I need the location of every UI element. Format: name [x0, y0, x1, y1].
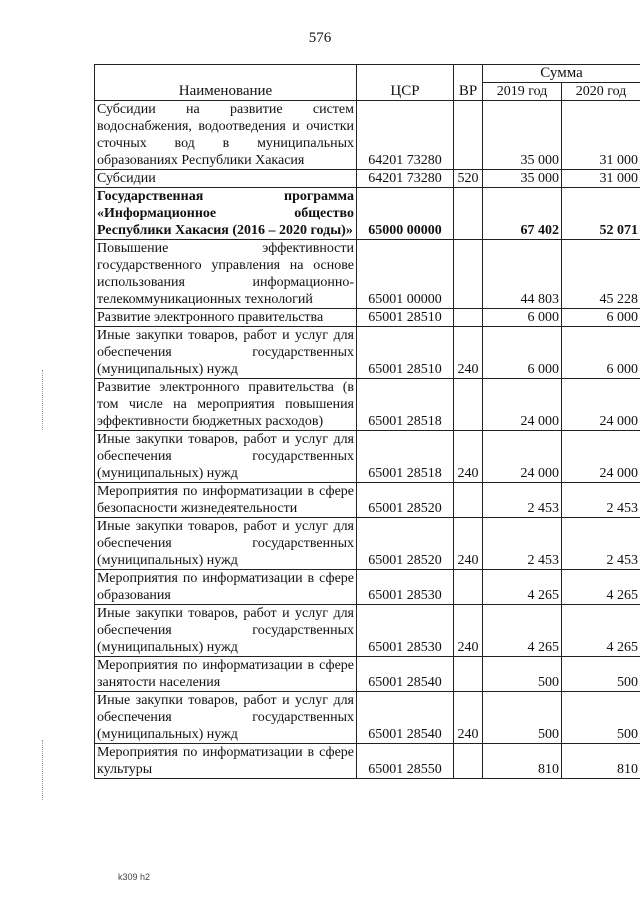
row-name: Иные закупки товаров, работ и услуг для обеспечения государственных (муниципальных) нужд: [95, 327, 357, 379]
row-vr: [454, 570, 483, 605]
table-row: [95, 170, 640, 188]
table-row: [95, 605, 640, 657]
row-amount-2019: 810: [483, 744, 562, 779]
table-row: [95, 744, 640, 779]
row-amount-2020: 52 071: [562, 188, 640, 240]
row-amount-2019: 44 803: [483, 240, 562, 309]
row-vr: [454, 101, 483, 170]
row-amount-2020: 500: [562, 692, 640, 744]
row-name: Развитие электронного правительства: [95, 309, 357, 327]
table-row: [95, 431, 640, 483]
row-amount-2020: 2 453: [562, 518, 640, 570]
row-amount-2019: 2 453: [483, 518, 562, 570]
table-row: [95, 518, 640, 570]
table-body: [95, 101, 640, 779]
footer-code: k309 h2: [118, 872, 151, 882]
row-vr: 240: [454, 327, 483, 379]
row-amount-2019: 24 000: [483, 379, 562, 431]
row-amount-2020: 24 000: [562, 431, 640, 483]
row-amount-2019: 6 000: [483, 327, 562, 379]
row-amount-2020: 24 000: [562, 379, 640, 431]
row-csr: 65001 28510: [357, 327, 454, 379]
row-vr: 240: [454, 431, 483, 483]
table-row: [95, 483, 640, 518]
row-csr: 64201 73280: [357, 170, 454, 188]
table-row: [95, 101, 640, 170]
table-row: [95, 657, 640, 692]
row-name: Субсидии на развитие систем водоснабжения, водоотведения и очистки сточных вод в муниципальных образованиях Республики Хакасия: [95, 101, 357, 170]
row-csr: 65001 28530: [357, 605, 454, 657]
row-amount-2020: 31 000: [562, 170, 640, 188]
row-vr: [454, 379, 483, 431]
row-amount-2019: 35 000: [483, 101, 562, 170]
row-amount-2019: 4 265: [483, 605, 562, 657]
row-name: Мероприятия по информатизации в сфере занятости населения: [95, 657, 357, 692]
row-csr: 65001 28540: [357, 657, 454, 692]
table-row: [95, 188, 640, 240]
row-vr: 240: [454, 518, 483, 570]
row-vr: [454, 483, 483, 518]
margin-dots-lower: [42, 740, 43, 800]
row-csr: 65001 28510: [357, 309, 454, 327]
row-vr: 240: [454, 692, 483, 744]
row-amount-2019: 6 000: [483, 309, 562, 327]
row-vr: [454, 657, 483, 692]
table-header: [95, 65, 640, 101]
row-name: Мероприятия по информатизации в сфере образования: [95, 570, 357, 605]
row-amount-2019: 35 000: [483, 170, 562, 188]
row-amount-2020: 6 000: [562, 309, 640, 327]
row-csr: 65001 28518: [357, 379, 454, 431]
row-name: Иные закупки товаров, работ и услуг для обеспечения государственных (муниципальных) нужд: [95, 605, 357, 657]
row-name: Иные закупки товаров, работ и услуг для обеспечения государственных (муниципальных) нужд: [95, 692, 357, 744]
row-vr: 240: [454, 605, 483, 657]
row-csr: 65001 28550: [357, 744, 454, 779]
row-vr: [454, 240, 483, 309]
row-name: Развитие электронного правительства (в том числе на мероприятия повышения эффективности бюджетных расходов): [95, 379, 357, 431]
header-vr: ВР: [454, 65, 483, 101]
row-name: Иные закупки товаров, работ и услуг для обеспечения государственных (муниципальных) нужд: [95, 518, 357, 570]
row-name: Субсидии: [95, 170, 357, 188]
header-sum: Сумма: [483, 65, 640, 83]
header-name: Наименование: [95, 65, 357, 101]
row-csr: 65001 00000: [357, 240, 454, 309]
row-vr: [454, 744, 483, 779]
row-name: Иные закупки товаров, работ и услуг для обеспечения государственных (муниципальных) нужд: [95, 431, 357, 483]
row-csr: 65000 00000: [357, 188, 454, 240]
header-year-2020: 2020 год: [562, 83, 640, 101]
header-year-2019: 2019 год: [483, 83, 562, 101]
row-csr: 65001 28540: [357, 692, 454, 744]
row-amount-2020: 6 000: [562, 327, 640, 379]
table-row: [95, 379, 640, 431]
row-csr: 65001 28520: [357, 483, 454, 518]
row-csr: 65001 28518: [357, 431, 454, 483]
row-amount-2020: 45 228: [562, 240, 640, 309]
budget-table: [94, 64, 640, 779]
row-csr: 64201 73280: [357, 101, 454, 170]
row-name: Повышение эффективности государственного управления на основе использования информационно-телекоммуникационных технологий: [95, 240, 357, 309]
row-csr: 65001 28530: [357, 570, 454, 605]
row-vr: 520: [454, 170, 483, 188]
row-amount-2020: 500: [562, 657, 640, 692]
row-amount-2019: 24 000: [483, 431, 562, 483]
margin-dots-upper: [42, 370, 43, 430]
row-amount-2019: 500: [483, 657, 562, 692]
row-amount-2019: 500: [483, 692, 562, 744]
table-row: [95, 692, 640, 744]
header-csr: ЦСР: [357, 65, 454, 101]
row-amount-2019: 4 265: [483, 570, 562, 605]
row-amount-2019: 67 402: [483, 188, 562, 240]
row-amount-2020: 2 453: [562, 483, 640, 518]
row-amount-2020: 4 265: [562, 570, 640, 605]
row-amount-2020: 810: [562, 744, 640, 779]
row-vr: [454, 309, 483, 327]
row-amount-2020: 31 000: [562, 101, 640, 170]
row-name: Мероприятия по информатизации в сфере безопасности жизнедеятельности: [95, 483, 357, 518]
row-vr: [454, 188, 483, 240]
table-row: [95, 570, 640, 605]
row-amount-2019: 2 453: [483, 483, 562, 518]
page-number: 576: [308, 30, 332, 46]
table-row: [95, 327, 640, 379]
table-row: [95, 309, 640, 327]
table-row: [95, 240, 640, 309]
row-name: Государственная программа «Информационное общество Республики Хакасия (2016 – 2020 годы)»: [95, 188, 357, 240]
row-name: Мероприятия по информатизации в сфере культуры: [95, 744, 357, 779]
row-amount-2020: 4 265: [562, 605, 640, 657]
row-csr: 65001 28520: [357, 518, 454, 570]
